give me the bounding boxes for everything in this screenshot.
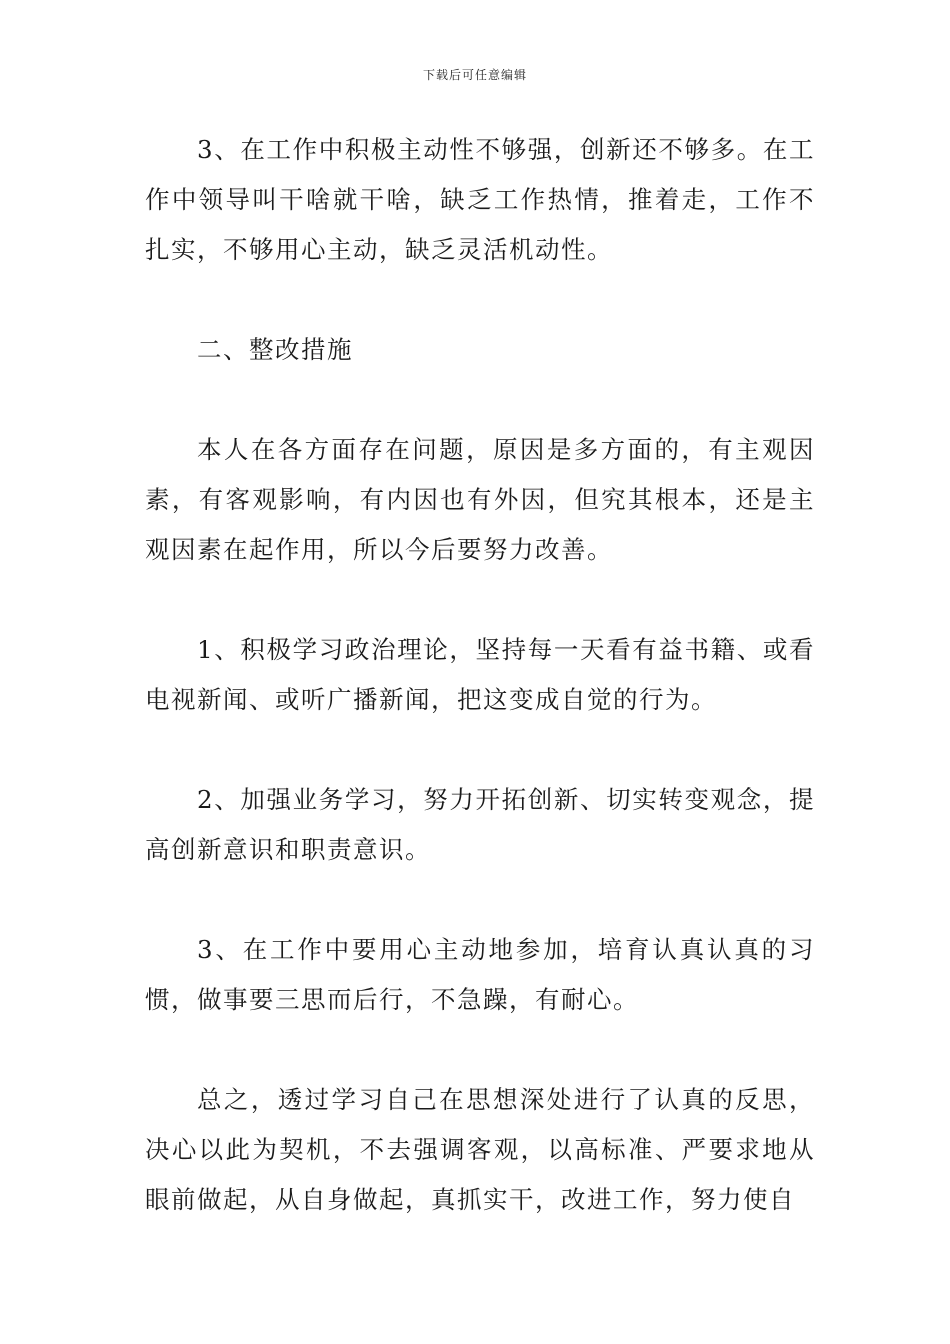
paragraph-measure-1: 1、积极学习政治理论，坚持每一天看有益书籍、或看电视新闻、或听广播新闻，把这变成自觉的行为。 bbox=[145, 635, 815, 714]
paragraph-measure-2: 2、加强业务学习，努力开拓创新、切实转变观念，提高创新意识和职责意识。 bbox=[145, 785, 815, 864]
paragraph-problem-3: 3、在工作中积极主动性不够强，创新还不够多。在工作中领导叫干啥就干啥，缺乏工作热情，推着走，工作不扎实，不够用心主动，缺乏灵活机动性。 bbox=[145, 135, 815, 264]
paragraph-measure-3: 3、在工作中要用心主动地参加，培育认真认真的习惯，做事要三思而后行，不急躁，有耐心。 bbox=[145, 935, 815, 1014]
paragraph-conclusion: 总之，透过学习自己在思想深处进行了认真的反思，决心以此为契机，不去强调客观，以高标准、严要求地从眼前做起，从自身做起，真抓实干，改进工作，努力使自 bbox=[145, 1085, 815, 1214]
paragraph-causes: 本人在各方面存在问题，原因是多方面的，有主观因素，有客观影响，有内因也有外因，但究其根本，还是主观因素在起作用，所以今后要努力改善。 bbox=[145, 435, 815, 564]
header-note: 下载后可任意编辑 bbox=[422, 68, 527, 82]
section-heading-rectification: 二、整改措施 bbox=[197, 335, 353, 364]
